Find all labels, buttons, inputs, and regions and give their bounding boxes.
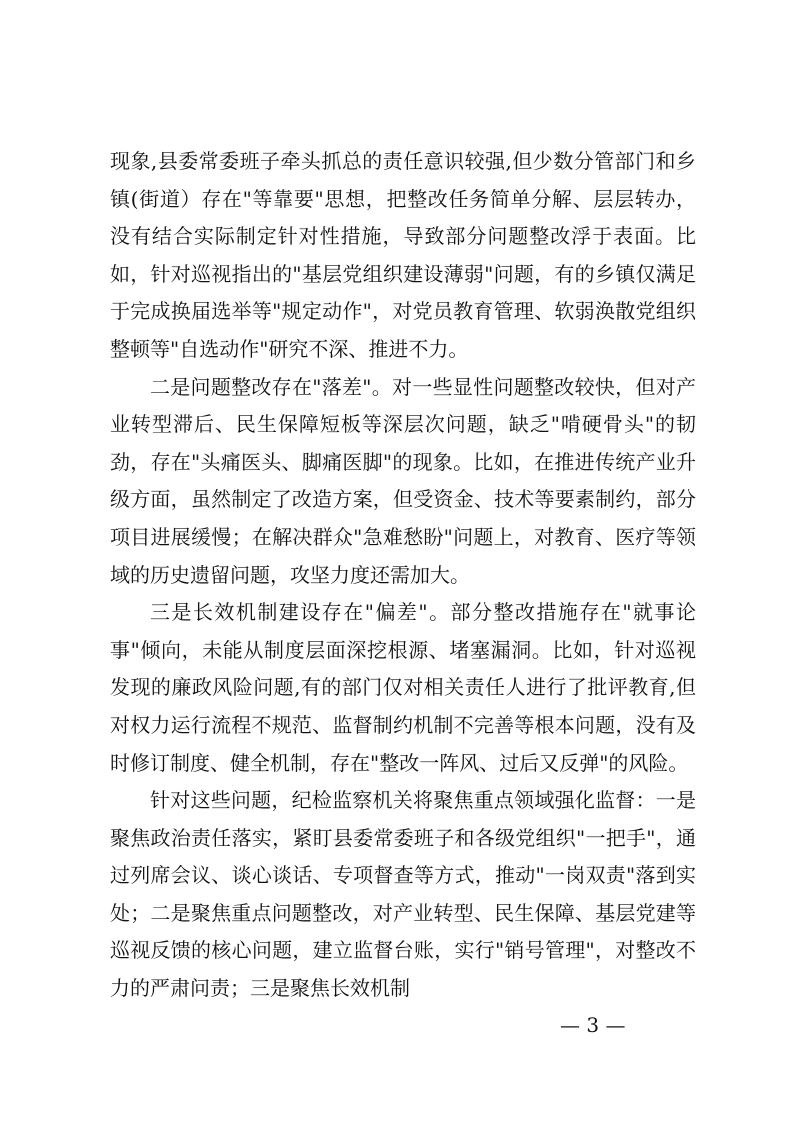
paragraph-3: 三是长效机制建设存在"偏差"。部分整改措施存在"就事论事"倾向，未能从制度层面深挖根源、堵塞漏洞。比如，针对巡视发现的廉政风险问题,有的部门仅对相关责任人进行了批评教育,但对权力运行流程不规范、监督制约机制不完善等根本问题，没有及时修订制度、健全机制，存在"整改一阵风、过后又反弹"的风险。 [110,600,696,775]
paragraph-2: 二是问题整改存在"落差"。对一些显性问题整改较快，但对产业转型滞后、民生保障短板等深层次问题，缺乏"啃硬骨头"的韧劲，存在"头痛医头、脚痛医脚"的现象。比如，在推进传统产业升级方面，虽然制定了改造方案，但受资金、技术等要素制约，部分项目进展缓慢；在解决群众"急难愁盼"问题上，对教育、医疗等领域的历史遗留问题，攻坚力度还需加大。 [110,374,696,587]
document-body [110,143,696,1008]
paragraph-1: 现象,县委常委班子牵头抓总的责任意识较强,但少数分管部门和乡镇(街道）存在"等靠要"思想，把整改任务简单分解、层层转办，没有结合实际制定针对性措施，导致部分问题整改浮于表面。比如，针对巡视指出的"基层党组织建设薄弱"问题，有的乡镇仅满足于完成换届选举等"规定动作"，对党员教育管理、软弱涣散党组织整顿等"自选动作"研究不深、推进不力。 [110,149,696,361]
paragraph-4: 针对这些问题，纪检监察机关将聚焦重点领域强化监督：一是聚焦政治责任落实，紧盯县委常委班子和各级党组织"一把手"，通过列席会议、谈心谈话、专项督查等方式，推动"一岗双责"落到实处；二是聚焦重点问题整改，对产业转型、民生保障、基层党建等巡视反馈的核心问题，建立监督台账，实行"销号管理"，对整改不力的严肃问责；三是聚焦长效机制 [110,788,696,1001]
page-number: — 3 — [560,1013,626,1037]
